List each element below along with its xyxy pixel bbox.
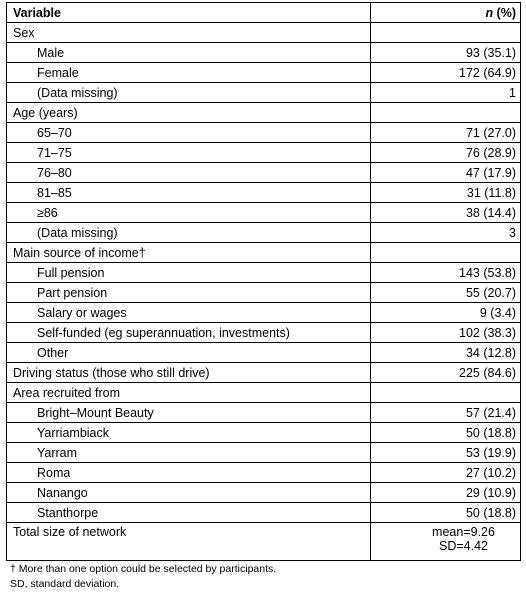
table-row [7, 123, 521, 143]
row-value: 172 (64.9) [371, 63, 521, 83]
row-value [371, 243, 521, 263]
row-value: 76 (28.9) [371, 143, 521, 163]
row-value: 71 (27.0) [371, 123, 521, 143]
row-value: 3 [371, 223, 521, 243]
table-row [7, 323, 521, 343]
row-value: 225 (84.6) [371, 363, 521, 383]
row-label: Full pension [7, 263, 371, 283]
table-row [7, 483, 521, 503]
table-row [7, 63, 521, 83]
table-row [7, 403, 521, 423]
table-row [7, 203, 521, 223]
row-value: 31 (11.8) [371, 183, 521, 203]
row-label: Nanango [7, 483, 371, 503]
header-n: n [485, 5, 494, 20]
header-n-percent [371, 3, 521, 23]
row-label: (Data missing) [7, 223, 371, 243]
table-section-row [7, 363, 521, 383]
table-row [7, 443, 521, 463]
row-value: 50 (18.8) [371, 503, 521, 523]
row-value: 102 (38.3) [371, 323, 521, 343]
row-value: 53 (19.9) [371, 443, 521, 463]
row-label: Salary or wages [7, 303, 371, 323]
row-label: Bright–Mount Beauty [7, 403, 371, 423]
row-label: Age (years) [7, 103, 371, 123]
table-row [7, 283, 521, 303]
row-value: 1 [371, 83, 521, 103]
row-label: Driving status (those who still drive) [7, 363, 371, 383]
header-percent: (%) [493, 5, 516, 20]
table-row [7, 183, 521, 203]
table-row [7, 143, 521, 163]
table-row [7, 423, 521, 443]
table-section-row [7, 23, 521, 43]
table-notes [10, 562, 276, 592]
row-value: 50 (18.8) [371, 423, 521, 443]
row-value: 38 (14.4) [371, 203, 521, 223]
row-value [371, 23, 521, 43]
row-value: 29 (10.9) [371, 483, 521, 503]
row-label: Other [7, 343, 371, 363]
row-label: Yarram [7, 443, 371, 463]
table-row [7, 43, 521, 63]
total-value [371, 523, 521, 561]
row-value: 93 (35.1) [371, 43, 521, 63]
row-value: 57 (21.4) [371, 403, 521, 423]
table-row [7, 343, 521, 363]
row-label: 76–80 [7, 163, 371, 183]
row-label: 71–75 [7, 143, 371, 163]
row-label: 65–70 [7, 123, 371, 143]
total-label: Total size of network [7, 523, 371, 561]
total-sd: SD=4.42 [439, 539, 488, 553]
data-table [6, 2, 521, 561]
row-label: (Data missing) [7, 83, 371, 103]
row-label: 81–85 [7, 183, 371, 203]
row-label: Self-funded (eg superannuation, investments) [7, 323, 371, 343]
table-section-row [7, 103, 521, 123]
table-row [7, 83, 521, 103]
row-label: Yarriambiack [7, 423, 371, 443]
footnote: † More than one option could be selected by participants. [10, 563, 277, 575]
table-section-row [7, 243, 521, 263]
row-value [371, 103, 521, 123]
abbreviation-note: SD, standard deviation. [10, 578, 120, 590]
total-mean: mean=9.26 [432, 525, 495, 539]
row-value: 27 (10.2) [371, 463, 521, 483]
row-value: 143 (53.8) [371, 263, 521, 283]
row-label: Stanthorpe [7, 503, 371, 523]
table-row [7, 503, 521, 523]
row-label: Main source of income† [7, 243, 371, 263]
row-label: Part pension [7, 283, 371, 303]
row-value: 34 (12.8) [371, 343, 521, 363]
row-label: Roma [7, 463, 371, 483]
table-row [7, 303, 521, 323]
header-variable: Variable [7, 3, 371, 23]
table-section-row [7, 383, 521, 403]
table-row [7, 463, 521, 483]
row-value: 55 (20.7) [371, 283, 521, 303]
row-label: Male [7, 43, 371, 63]
table-header-row [7, 3, 521, 23]
table-row [7, 263, 521, 283]
row-value [371, 383, 521, 403]
row-value: 47 (17.9) [371, 163, 521, 183]
row-label: Female [7, 63, 371, 83]
row-label: ≥86 [7, 203, 371, 223]
row-label: Area recruited from [7, 383, 371, 403]
table-row [7, 163, 521, 183]
row-value: 9 (3.4) [371, 303, 521, 323]
table-row [7, 223, 521, 243]
row-label: Sex [7, 23, 371, 43]
total-row [7, 523, 521, 561]
